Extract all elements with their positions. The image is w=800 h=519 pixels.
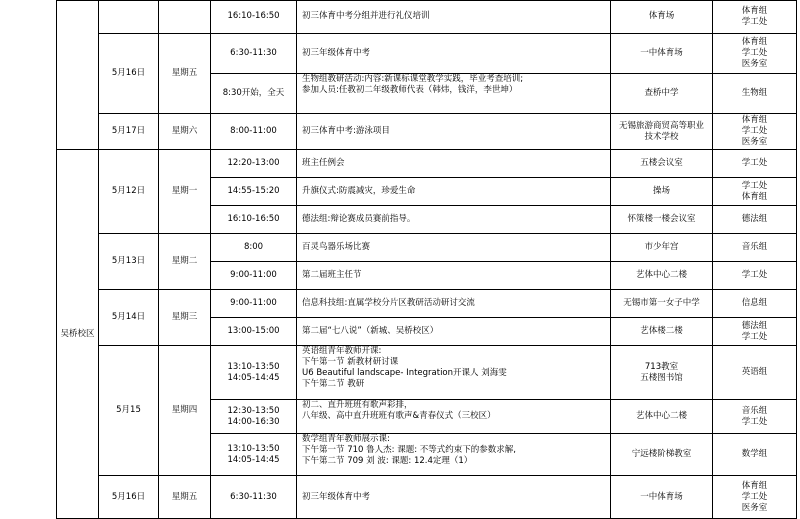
cell-text: 星期五 xyxy=(171,491,198,502)
content-cell xyxy=(297,150,610,177)
cell-text: 学工处 xyxy=(741,16,768,27)
cell-text: 体育组 xyxy=(741,5,768,16)
cell-text: 12:30-13:50 xyxy=(227,405,280,416)
date-cell xyxy=(99,346,158,475)
cell-text: 星期三 xyxy=(171,312,198,322)
time-cell xyxy=(211,150,296,177)
place-cell xyxy=(611,150,712,177)
place-cell xyxy=(611,206,712,233)
date-cell xyxy=(99,290,158,345)
cell-text: 6:30-11:30 xyxy=(230,491,277,502)
place-cell xyxy=(611,262,712,289)
cell-text: 下午第二节 教研 xyxy=(302,379,365,389)
cell-text: 德法组 xyxy=(741,214,768,224)
time-cell xyxy=(211,346,296,399)
cell-text: 13:00-15:00 xyxy=(227,326,280,336)
dept-cell xyxy=(713,290,796,317)
place-cell xyxy=(611,290,712,317)
place-cell xyxy=(611,400,712,433)
place-cell xyxy=(611,74,712,113)
content-cell xyxy=(297,234,610,261)
cell-text: 星期一 xyxy=(171,186,198,196)
cell-text: 体育组 xyxy=(741,115,768,125)
cell-text: 市少年宫 xyxy=(644,242,679,252)
cell-text: 生物组 xyxy=(741,88,768,98)
dept-cell xyxy=(713,150,796,177)
cell-text: 查桥中学 xyxy=(644,88,679,98)
weekday-cell xyxy=(159,476,210,518)
cell-text: 星期六 xyxy=(171,126,198,136)
cell-text: 13:10-13:50 xyxy=(227,443,280,454)
dept-cell xyxy=(713,318,796,345)
time-cell xyxy=(211,400,296,433)
cell-text: 学工处 xyxy=(741,126,768,136)
cell-text: 初三年级体育中考 xyxy=(302,48,371,58)
cell-text: 五楼会议室 xyxy=(640,158,683,168)
cell-text: 怀策楼一楼会议室 xyxy=(627,214,696,224)
place-cell xyxy=(611,434,712,475)
cell-text: 体育组 xyxy=(741,191,768,202)
cell-text: 9:00-11:00 xyxy=(230,270,277,280)
cell-text: 第二届“七八说”（新城、吴桥校区） xyxy=(302,326,439,336)
dept-cell xyxy=(713,234,796,261)
cell-text: 5月16日 xyxy=(111,491,146,502)
cell-text: 16:10-16:50 xyxy=(227,214,280,224)
content-cell xyxy=(297,346,610,399)
cell-text: 体育场 xyxy=(648,11,675,21)
cell-text: 6:30-11:30 xyxy=(230,48,277,58)
weekday-cell xyxy=(159,290,210,345)
cell-text: 数学组青年教师展示课: xyxy=(302,434,390,444)
cell-text: 5月12日 xyxy=(111,186,146,196)
date-cell xyxy=(99,476,158,518)
cell-text: 学工处 xyxy=(741,416,768,427)
cell-text: 5月14日 xyxy=(111,312,146,322)
cell-text: 德法组 xyxy=(741,320,768,331)
cell-text: 下午第一节 新教材研讨课 xyxy=(302,357,399,367)
cell-text: 无锡旅游商贸高等职业 xyxy=(618,120,704,131)
content-cell xyxy=(297,34,610,73)
date-cell xyxy=(99,150,158,233)
cell-text: 技术学校 xyxy=(644,131,679,142)
cell-text: 9:00-11:00 xyxy=(230,298,277,308)
time-cell xyxy=(211,434,296,475)
cell-text: 12:20-13:00 xyxy=(227,158,280,168)
content-cell xyxy=(297,318,610,345)
dept-cell xyxy=(713,346,796,399)
cell-text: 德法组:辩论赛成员赛前指导。 xyxy=(302,214,416,224)
cell-text: 5月16日 xyxy=(111,68,146,78)
date-cell xyxy=(99,114,158,149)
cell-text: 参加人员:任教初二年级教师代表（韩炜，钱洋，李世坤） xyxy=(302,85,518,95)
cell-text: 初二、直升班班有歌声彩排， xyxy=(302,400,413,410)
dept-cell xyxy=(713,476,796,518)
cell-text: 医务室 xyxy=(741,59,768,69)
place-cell xyxy=(611,318,712,345)
place-cell xyxy=(611,34,712,73)
time-cell xyxy=(211,178,296,205)
cell-text: 8:00-11:00 xyxy=(230,126,277,136)
dept-cell xyxy=(713,114,796,149)
cell-text: 英语组青年教师开课: xyxy=(302,346,382,356)
time-cell xyxy=(211,74,296,113)
cell-text: 学工处 xyxy=(741,158,768,168)
cell-text: 16:10-16:50 xyxy=(227,11,280,21)
cell-text: 星期四 xyxy=(171,405,198,415)
cell-text: 艺体楼二楼 xyxy=(640,326,683,336)
cell-text: 8:00 xyxy=(243,242,264,252)
cell-text: 八年级、高中直升班班有歌声&青春仪式（三校区） xyxy=(302,411,496,421)
cell-text: 宁远楼阶梯教室 xyxy=(631,449,692,459)
cell-text: 体育组 xyxy=(741,37,768,47)
dept-cell xyxy=(713,262,796,289)
cell-text: 体育组 xyxy=(741,480,768,491)
cell-text: 学工处 xyxy=(741,180,768,191)
content-cell xyxy=(297,400,610,433)
dept-cell xyxy=(713,434,796,475)
cell-text: 学工处 xyxy=(741,270,768,280)
cell-text: 14:05-14:45 xyxy=(227,454,280,465)
cell-text: 信息科技组:直属学校分片区教研活动研讨交流 xyxy=(302,298,475,308)
cell-text: 13:10-13:50 xyxy=(227,361,280,372)
place-cell xyxy=(611,476,712,518)
dept-cell xyxy=(713,0,796,33)
cell-text: 14:05-14:45 xyxy=(227,372,280,383)
place-cell xyxy=(611,234,712,261)
cell-text: 学工处 xyxy=(741,491,768,502)
content-cell xyxy=(297,290,610,317)
dept-cell xyxy=(713,74,796,113)
cell-text: 14:00-16:30 xyxy=(227,416,280,427)
cell-text: 英语组 xyxy=(741,367,768,377)
cell-text: 5月15 xyxy=(116,405,141,415)
cell-text: 第二届班主任节 xyxy=(302,270,362,280)
cell-text: 医务室 xyxy=(741,137,768,147)
dept-cell xyxy=(713,178,796,205)
time-cell xyxy=(211,114,296,149)
cell-text: 医务室 xyxy=(741,502,768,513)
cell-text: 无锡市第一女子中学 xyxy=(623,298,700,308)
cell-text: 操场 xyxy=(652,186,670,196)
weekday-cell xyxy=(159,34,210,113)
place-cell xyxy=(611,0,712,33)
content-cell xyxy=(297,434,610,475)
cell-text: U6 Beautiful landscape- Integration开课人 刘海雯 xyxy=(302,368,507,378)
cell-text: 学工处 xyxy=(741,331,768,342)
cell-text: 5月17日 xyxy=(111,126,146,136)
time-cell xyxy=(211,262,296,289)
cell-text: 百灵鸟器乐场比赛 xyxy=(302,242,371,252)
campus-label: 吴桥校区 xyxy=(60,328,95,339)
time-cell xyxy=(211,318,296,345)
content-cell xyxy=(297,178,610,205)
date-cell xyxy=(99,34,158,113)
cell-text: 信息组 xyxy=(741,298,768,308)
table-gridline xyxy=(796,0,797,519)
cell-text: 学工处 xyxy=(741,48,768,58)
time-cell xyxy=(211,34,296,73)
cell-text: 5月13日 xyxy=(111,256,146,266)
date-cell xyxy=(99,234,158,289)
cell-text: 艺体中心二楼 xyxy=(635,411,687,421)
place-cell xyxy=(611,178,712,205)
time-cell xyxy=(211,206,296,233)
dept-cell xyxy=(713,206,796,233)
place-cell xyxy=(611,346,712,399)
content-cell xyxy=(297,0,610,33)
cell-text: 音乐组 xyxy=(741,242,768,252)
weekday-cell xyxy=(159,150,210,233)
cell-text: 生物组教研活动:内容:新课标课堂教学实践，毕业考查培训; xyxy=(302,74,524,84)
cell-text: 713教室 xyxy=(644,361,679,372)
cell-text: 星期五 xyxy=(171,68,198,78)
content-cell xyxy=(297,114,610,149)
weekday-cell xyxy=(159,234,210,289)
dept-cell xyxy=(713,400,796,433)
cell-text: 14:55-15:20 xyxy=(227,186,280,196)
cell-text: 一中体育场 xyxy=(640,48,683,58)
cell-text: 班主任例会 xyxy=(302,158,345,168)
weekday-cell xyxy=(159,114,210,149)
cell-text: 下午第一节 710 鲁人杰: 课题: 不等式约束下的参数求解, xyxy=(302,445,516,455)
cell-text: 一中体育场 xyxy=(640,491,683,502)
cell-text: 升旗仪式:防震减灾，珍爱生命 xyxy=(302,186,416,196)
cell-text: 初三年级体育中考 xyxy=(302,491,371,502)
time-cell xyxy=(211,290,296,317)
weekday-cell xyxy=(159,346,210,475)
content-cell xyxy=(297,74,610,113)
cell-text: 下午第二节 709 刘 波: 课题: 12.4定理（1） xyxy=(302,456,473,466)
cell-text: 初三体育中考:游泳项目 xyxy=(302,126,390,136)
cell-text: 星期二 xyxy=(171,256,198,266)
cell-text: 数学组 xyxy=(741,449,768,459)
cell-text: 五楼图书馆 xyxy=(640,372,683,383)
cell-text: 艺体中心二楼 xyxy=(635,270,687,280)
time-cell xyxy=(211,476,296,518)
dept-cell xyxy=(713,34,796,73)
place-cell xyxy=(611,114,712,149)
cell-text: 音乐组 xyxy=(741,405,768,416)
time-cell xyxy=(211,234,296,261)
time-cell xyxy=(211,0,296,33)
content-cell xyxy=(297,206,610,233)
content-cell xyxy=(297,262,610,289)
campus-cell xyxy=(57,150,98,518)
cell-text: 初三体育中考分组并进行礼仪培训 xyxy=(302,11,430,21)
cell-text: 8:30开始，全天 xyxy=(222,88,285,98)
content-cell xyxy=(297,476,610,518)
